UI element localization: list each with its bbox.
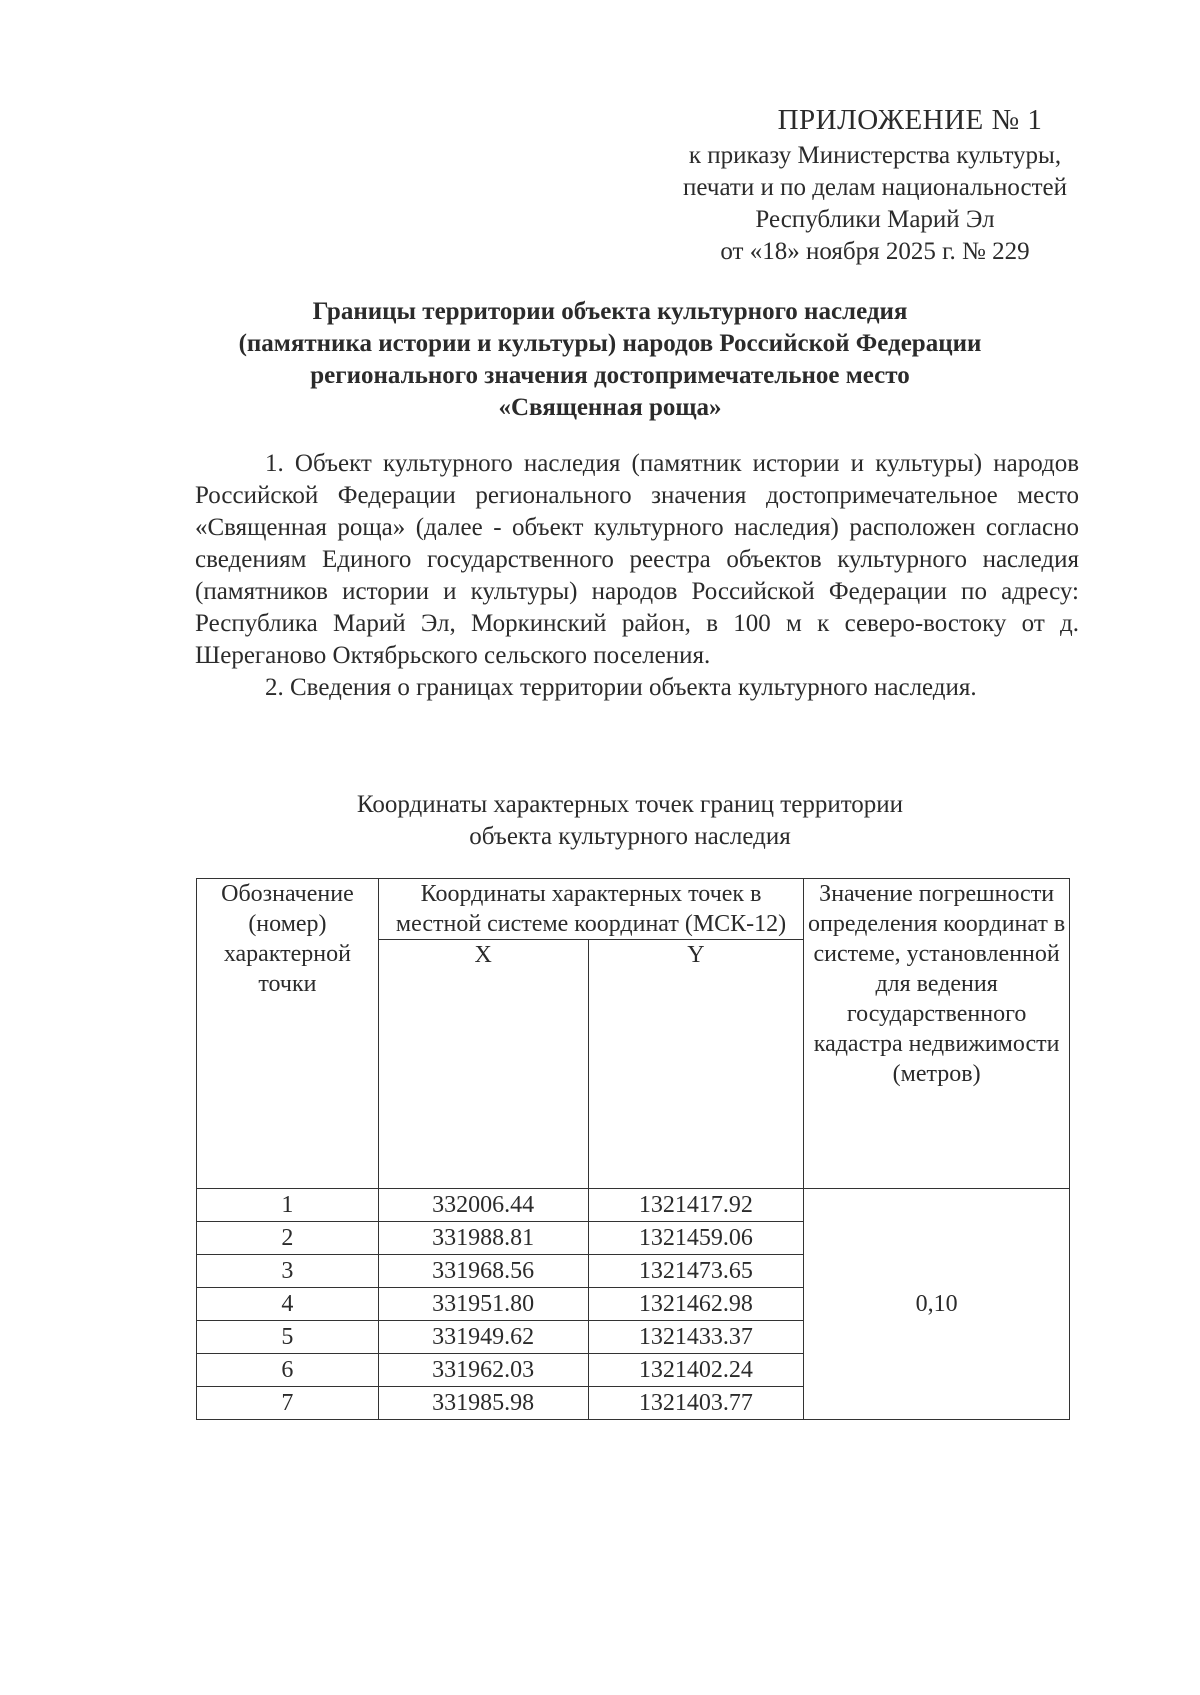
point-number: 5 bbox=[197, 1321, 379, 1354]
x-value: 331985.98 bbox=[378, 1387, 588, 1420]
header-x: X bbox=[378, 940, 588, 1189]
x-value: 331949.62 bbox=[378, 1321, 588, 1354]
y-value: 1321473.65 bbox=[588, 1255, 804, 1288]
body-text bbox=[195, 448, 1079, 704]
appendix-line-4: от «18» ноября 2025 г. № 229 bbox=[720, 238, 1030, 265]
point-number: 1 bbox=[197, 1189, 379, 1222]
x-value: 331988.81 bbox=[378, 1222, 588, 1255]
x-value: 332006.44 bbox=[378, 1189, 588, 1222]
y-value: 1321417.92 bbox=[588, 1189, 804, 1222]
header-coordinates: Координаты характерных точек в местной системе координат (МСК-12) bbox=[378, 879, 803, 940]
y-value: 1321433.37 bbox=[588, 1321, 804, 1354]
paragraph-1: 1. Объект культурного наследия (памятник истории и культуры) народов Российской Федерации регионального значения достопримечательное место «Священная роща» (далее - объект культурного наследия) расположен согласно сведениям Единого государственного реестра объектов культурного наследия (памятников истории и культуры) народов Российской Федерации по адресу: Республика Марий Эл, Моркинский район, в 100 м к северо-востоку от д. Шереганово Октябрьского сельского поселения. bbox=[195, 450, 1079, 669]
point-number: 7 bbox=[197, 1387, 379, 1420]
point-number: 4 bbox=[197, 1288, 379, 1321]
appendix-block bbox=[640, 104, 1110, 268]
point-number: 2 bbox=[197, 1222, 379, 1255]
x-value: 331951.80 bbox=[378, 1288, 588, 1321]
heading-line-1: Границы территории объекта культурного наследия bbox=[312, 298, 908, 325]
x-value: 331968.56 bbox=[378, 1255, 588, 1288]
y-value: 1321459.06 bbox=[588, 1222, 804, 1255]
coordinates-table bbox=[196, 878, 1070, 1420]
heading-line-4: «Священная роща» bbox=[498, 394, 722, 421]
appendix-line-1: к приказу Министерства культуры, bbox=[688, 142, 1062, 169]
table-row bbox=[197, 1189, 1070, 1222]
table-caption-line-1: Координаты характерных точек границ территории bbox=[356, 791, 904, 818]
paragraph-2: 2. Сведения о границах территории объекта культурного наследия. bbox=[265, 674, 977, 701]
y-value: 1321403.77 bbox=[588, 1387, 804, 1420]
error-value: 0,10 bbox=[804, 1189, 1070, 1420]
appendix-line-2: печати и по делам национальностей bbox=[683, 174, 1067, 201]
y-value: 1321402.24 bbox=[588, 1354, 804, 1387]
y-value: 1321462.98 bbox=[588, 1288, 804, 1321]
appendix-line-3: Республики Марий Эл bbox=[755, 206, 995, 233]
point-number: 6 bbox=[197, 1354, 379, 1387]
appendix-title: ПРИЛОЖЕНИЕ № 1 bbox=[777, 104, 1043, 136]
header-point-number: Обозначение (номер) характерной точки bbox=[197, 879, 379, 1189]
document-heading bbox=[160, 296, 1060, 424]
header-y: Y bbox=[588, 940, 804, 1189]
header-error: Значение погрешности определения координат в системе, установленной для ведения государственного кадастра недвижимости (метров) bbox=[804, 879, 1070, 1189]
heading-line-2: (памятника истории и культуры) народов Российской Федерации bbox=[238, 330, 982, 357]
table-caption-line-2: объекта культурного наследия bbox=[469, 823, 791, 850]
table-caption bbox=[230, 789, 1030, 853]
heading-line-3: регионального значения достопримечательное место bbox=[310, 362, 910, 389]
x-value: 331962.03 bbox=[378, 1354, 588, 1387]
point-number: 3 bbox=[197, 1255, 379, 1288]
